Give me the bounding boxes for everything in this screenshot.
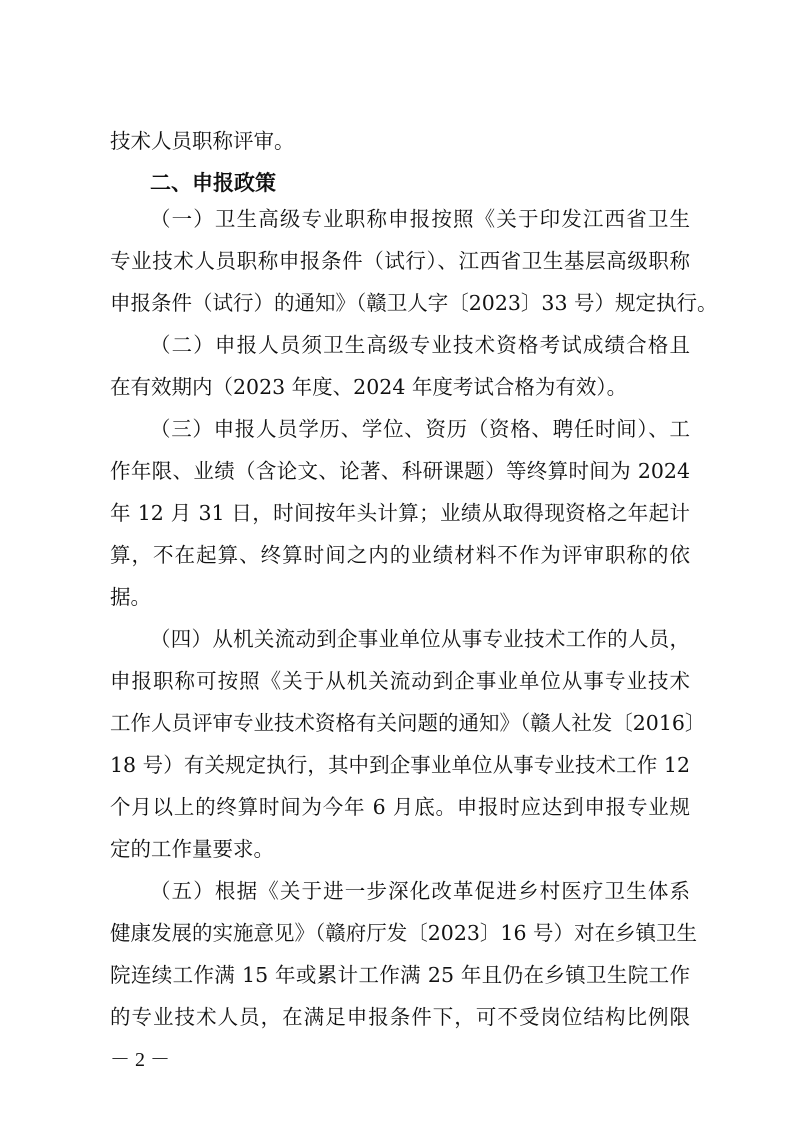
paragraph-line: 院连续工作满 15 年或累计工作满 25 年且仍在乡镇卫生院工作 xyxy=(110,963,690,987)
paragraph-line: 作年限、业绩（含论文、论著、科研课题）等终算时间为 2024 xyxy=(110,459,690,483)
paragraph-line: 在有效期内（2023 年度、2024 年度考试合格为有效）。 xyxy=(110,375,628,399)
paragraph-line: 18 号）有关规定执行，其中到企事业单位从事专业技术工作 12 xyxy=(110,753,690,777)
paragraph-line: 技术人员职称评审。 xyxy=(110,129,295,153)
paragraph-line: （二）申报人员须卫生高级专业技术资格考试成绩合格且 xyxy=(150,333,690,357)
page-number: － 2 － xyxy=(110,1049,170,1071)
paragraph-line: 年 12 月 31 日，时间按年头计算；业绩从取得现资格之年起计 xyxy=(110,501,690,525)
paragraph-line: 的专业技术人员，在满足申报条件下，可不受岗位结构比例限 xyxy=(110,1005,690,1029)
paragraph-line: 算，不在起算、终算时间之内的业绩材料不作为评审职称的依 xyxy=(110,543,690,567)
section-heading: 二、申报政策 xyxy=(150,171,276,195)
paragraph-line: 个月以上的终算时间为今年 6 月底。申报时应达到申报专业规 xyxy=(110,795,690,819)
paragraph-line: 专业技术人员职称申报条件（试行）、江西省卫生基层高级职称 xyxy=(110,249,690,273)
paragraph-line: （一）卫生高级专业职称申报按照《关于印发江西省卫生 xyxy=(150,207,690,231)
paragraph-line: （四）从机关流动到企事业单位从事专业技术工作的人员， xyxy=(150,627,690,651)
paragraph-line: 健康发展的实施意见》（赣府厅发〔2023〕16 号）对在乡镇卫生 xyxy=(110,921,698,945)
paragraph-line: （五）根据《关于进一步深化改革促进乡村医疗卫生体系 xyxy=(150,879,690,903)
paragraph-line: 据。 xyxy=(110,585,151,609)
paragraph-line: 工作人员评审专业技术资格有关问题的通知》（赣人社发〔2016〕 xyxy=(110,711,706,735)
paragraph-line: 申报职称可按照《关于从机关流动到企事业单位从事专业技术 xyxy=(110,669,690,693)
paragraph-line: 申报条件（试行）的通知》（赣卫人字〔2023〕33 号）规定执行。 xyxy=(110,291,718,315)
paragraph-line: 定的工作量要求。 xyxy=(110,837,274,861)
paragraph-line: （三）申报人员学历、学位、资历（资格、聘任时间）、工 xyxy=(150,417,690,441)
